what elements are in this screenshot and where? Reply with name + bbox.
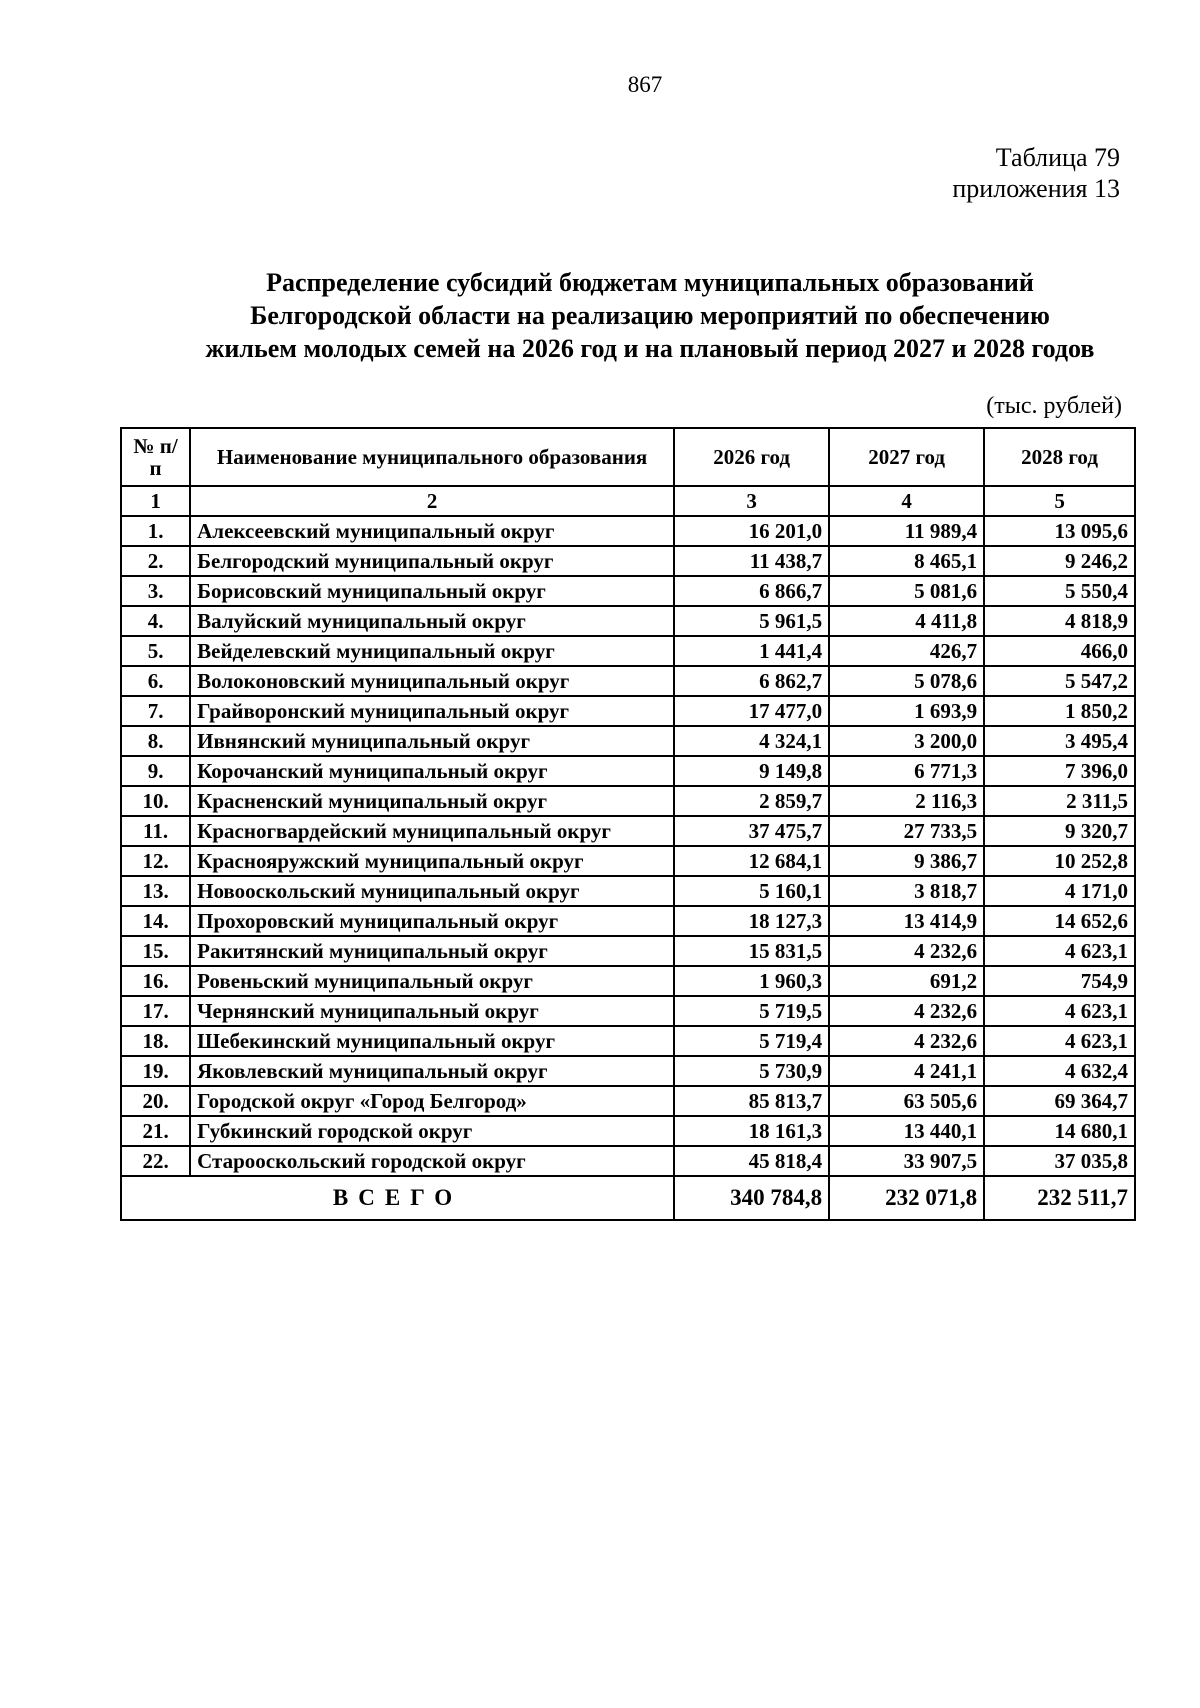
- title-line: Белгородской области на реализацию мероприятий по обеспечению: [250, 301, 1050, 330]
- row-value-2026: 12 684,1: [674, 846, 829, 876]
- page-number: 867: [627, 72, 663, 97]
- header-2028: 2028 год: [984, 428, 1135, 486]
- table-row: [121, 846, 1135, 876]
- row-value-2028: 14 680,1: [984, 1116, 1135, 1146]
- row-value-2028: 5 547,2: [984, 666, 1135, 696]
- column-number: 3: [674, 486, 829, 516]
- row-value-2026: 5 160,1: [674, 876, 829, 906]
- row-value-2026: 9 149,8: [674, 756, 829, 786]
- row-municipality-name: Ивнянский муниципальный округ: [190, 726, 674, 756]
- row-value-2026: 5 719,5: [674, 996, 829, 1026]
- row-value-2027: 4 232,6: [829, 936, 984, 966]
- table-row: [121, 666, 1135, 696]
- row-number: 4.: [121, 606, 190, 636]
- annex-table-number: Таблица 79: [995, 143, 1120, 172]
- header-2027: 2027 год: [829, 428, 984, 486]
- row-value-2027: 9 386,7: [829, 846, 984, 876]
- row-value-2027: 33 907,5: [829, 1146, 984, 1176]
- row-value-2026: 6 866,7: [674, 576, 829, 606]
- table-row: [121, 816, 1135, 846]
- row-municipality-name: Яковлевский муниципальный округ: [190, 1056, 674, 1086]
- row-number: 19.: [121, 1056, 190, 1086]
- row-value-2027: 5 078,6: [829, 666, 984, 696]
- row-value-2027: 3 818,7: [829, 876, 984, 906]
- column-number-row: [121, 486, 1135, 516]
- row-value-2026: 11 438,7: [674, 546, 829, 576]
- header-2026: 2026 год: [674, 428, 829, 486]
- table-row: [121, 966, 1135, 996]
- row-number: 13.: [121, 876, 190, 906]
- row-number: 15.: [121, 936, 190, 966]
- row-number: 21.: [121, 1116, 190, 1146]
- row-number: 1.: [121, 516, 190, 546]
- row-value-2026: 45 818,4: [674, 1146, 829, 1176]
- row-value-2026: 5 961,5: [674, 606, 829, 636]
- column-number: 2: [190, 486, 674, 516]
- row-value-2026: 6 862,7: [674, 666, 829, 696]
- row-number: 3.: [121, 576, 190, 606]
- row-value-2027: 4 241,1: [829, 1056, 984, 1086]
- table-row: [121, 786, 1135, 816]
- row-number: 11.: [121, 816, 190, 846]
- document-title: [120, 266, 1180, 365]
- row-number: 14.: [121, 906, 190, 936]
- row-municipality-name: Городской округ «Город Белгород»: [190, 1086, 674, 1116]
- table-body: [121, 516, 1135, 1176]
- table-row: [121, 1056, 1135, 1086]
- table-row: [121, 726, 1135, 756]
- row-municipality-name: Красненский муниципальный округ: [190, 786, 674, 816]
- row-value-2026: 16 201,0: [674, 516, 829, 546]
- row-value-2027: 4 411,8: [829, 606, 984, 636]
- table-row: [121, 636, 1135, 666]
- table-row: [121, 1146, 1135, 1176]
- row-value-2026: 18 127,3: [674, 906, 829, 936]
- row-value-2028: 4 818,9: [984, 606, 1135, 636]
- row-municipality-name: Старооскольский городской округ: [190, 1146, 674, 1176]
- table-row: [121, 876, 1135, 906]
- row-municipality-name: Грайворонский муниципальный округ: [190, 696, 674, 726]
- table-row: [121, 936, 1135, 966]
- row-value-2027: 6 771,3: [829, 756, 984, 786]
- row-value-2026: 4 324,1: [674, 726, 829, 756]
- row-municipality-name: Валуйский муниципальный округ: [190, 606, 674, 636]
- table-row: [121, 1086, 1135, 1116]
- title-line: Распределение субсидий бюджетам муниципальных образований: [266, 268, 1034, 297]
- row-number: 16.: [121, 966, 190, 996]
- row-municipality-name: Прохоровский муниципальный округ: [190, 906, 674, 936]
- subsidy-table: [120, 427, 1136, 1221]
- column-number: 5: [984, 486, 1135, 516]
- row-municipality-name: Ракитянский муниципальный округ: [190, 936, 674, 966]
- row-municipality-name: Борисовский муниципальный округ: [190, 576, 674, 606]
- row-value-2026: 1 960,3: [674, 966, 829, 996]
- row-value-2027: 13 414,9: [829, 906, 984, 936]
- table-row: [121, 576, 1135, 606]
- row-value-2028: 7 396,0: [984, 756, 1135, 786]
- row-value-2027: 2 116,3: [829, 786, 984, 816]
- column-number: 4: [829, 486, 984, 516]
- total-2026: 340 784,8: [674, 1176, 829, 1220]
- row-value-2027: 4 232,6: [829, 996, 984, 1026]
- row-value-2027: 13 440,1: [829, 1116, 984, 1146]
- row-number: 5.: [121, 636, 190, 666]
- row-municipality-name: Красногвардейский муниципальный округ: [190, 816, 674, 846]
- header-num: № п/п: [121, 428, 190, 486]
- row-municipality-name: Белгородский муниципальный округ: [190, 546, 674, 576]
- header-name: Наименование муниципального образования: [190, 428, 674, 486]
- table-row: [121, 756, 1135, 786]
- row-value-2028: 4 632,4: [984, 1056, 1135, 1086]
- table-row: [121, 1116, 1135, 1146]
- row-value-2028: 13 095,6: [984, 516, 1135, 546]
- row-value-2028: 466,0: [984, 636, 1135, 666]
- row-value-2027: 11 989,4: [829, 516, 984, 546]
- total-2027: 232 071,8: [829, 1176, 984, 1220]
- row-value-2028: 5 550,4: [984, 576, 1135, 606]
- row-value-2027: 1 693,9: [829, 696, 984, 726]
- row-value-2027: 691,2: [829, 966, 984, 996]
- table-row: [121, 996, 1135, 1026]
- table-row: [121, 906, 1135, 936]
- row-value-2028: 4 623,1: [984, 996, 1135, 1026]
- row-value-2028: 4 171,0: [984, 876, 1135, 906]
- row-value-2028: 1 850,2: [984, 696, 1135, 726]
- table-row: [121, 606, 1135, 636]
- row-value-2026: 1 441,4: [674, 636, 829, 666]
- row-value-2026: 85 813,7: [674, 1086, 829, 1116]
- row-municipality-name: Губкинский городской округ: [190, 1116, 674, 1146]
- row-municipality-name: Чернянский муниципальный округ: [190, 996, 674, 1026]
- row-value-2028: 4 623,1: [984, 1026, 1135, 1056]
- column-number: 1: [121, 486, 190, 516]
- table-row: [121, 546, 1135, 576]
- total-2028: 232 511,7: [984, 1176, 1135, 1220]
- row-value-2027: 3 200,0: [829, 726, 984, 756]
- row-value-2028: 2 311,5: [984, 786, 1135, 816]
- row-value-2028: 14 652,6: [984, 906, 1135, 936]
- row-value-2027: 5 081,6: [829, 576, 984, 606]
- row-municipality-name: Корочанский муниципальный округ: [190, 756, 674, 786]
- row-number: 6.: [121, 666, 190, 696]
- table-header-row: [121, 428, 1135, 486]
- row-municipality-name: Шебекинский муниципальный округ: [190, 1026, 674, 1056]
- row-municipality-name: Новооскольский муниципальный округ: [190, 876, 674, 906]
- unit-label: (тыс. рублей): [986, 393, 1122, 419]
- row-value-2026: 37 475,7: [674, 816, 829, 846]
- row-value-2028: 10 252,8: [984, 846, 1135, 876]
- row-value-2027: 8 465,1: [829, 546, 984, 576]
- row-number: 20.: [121, 1086, 190, 1116]
- row-number: 9.: [121, 756, 190, 786]
- row-municipality-name: Ровеньский муниципальный округ: [190, 966, 674, 996]
- row-municipality-name: Краснояружский муниципальный округ: [190, 846, 674, 876]
- table-row: [121, 516, 1135, 546]
- row-value-2027: 27 733,5: [829, 816, 984, 846]
- row-value-2026: 2 859,7: [674, 786, 829, 816]
- row-municipality-name: Алексеевский муниципальный округ: [190, 516, 674, 546]
- annex-reference: [952, 142, 1120, 204]
- row-number: 2.: [121, 546, 190, 576]
- row-municipality-name: Волоконовский муниципальный округ: [190, 666, 674, 696]
- row-number: 22.: [121, 1146, 190, 1176]
- title-line: жильем молодых семей на 2026 год и на плановый период 2027 и 2028 годов: [205, 334, 1095, 363]
- row-value-2028: 9 320,7: [984, 816, 1135, 846]
- row-value-2026: 5 730,9: [674, 1056, 829, 1086]
- row-number: 10.: [121, 786, 190, 816]
- row-number: 7.: [121, 696, 190, 726]
- total-label: ВСЕГО: [121, 1176, 674, 1220]
- row-value-2027: 4 232,6: [829, 1026, 984, 1056]
- row-number: 18.: [121, 1026, 190, 1056]
- row-value-2028: 3 495,4: [984, 726, 1135, 756]
- table-row: [121, 1026, 1135, 1056]
- total-row: [121, 1176, 1135, 1220]
- row-value-2028: 37 035,8: [984, 1146, 1135, 1176]
- row-number: 12.: [121, 846, 190, 876]
- row-value-2028: 9 246,2: [984, 546, 1135, 576]
- row-value-2027: 426,7: [829, 636, 984, 666]
- row-number: 8.: [121, 726, 190, 756]
- row-value-2026: 18 161,3: [674, 1116, 829, 1146]
- row-value-2028: 754,9: [984, 966, 1135, 996]
- row-value-2026: 15 831,5: [674, 936, 829, 966]
- row-value-2028: 4 623,1: [984, 936, 1135, 966]
- row-value-2026: 17 477,0: [674, 696, 829, 726]
- table-row: [121, 696, 1135, 726]
- annex-appendix-number: приложения 13: [952, 174, 1120, 203]
- row-value-2026: 5 719,4: [674, 1026, 829, 1056]
- row-number: 17.: [121, 996, 190, 1026]
- row-value-2028: 69 364,7: [984, 1086, 1135, 1116]
- row-value-2027: 63 505,6: [829, 1086, 984, 1116]
- row-municipality-name: Вейделевский муниципальный округ: [190, 636, 674, 666]
